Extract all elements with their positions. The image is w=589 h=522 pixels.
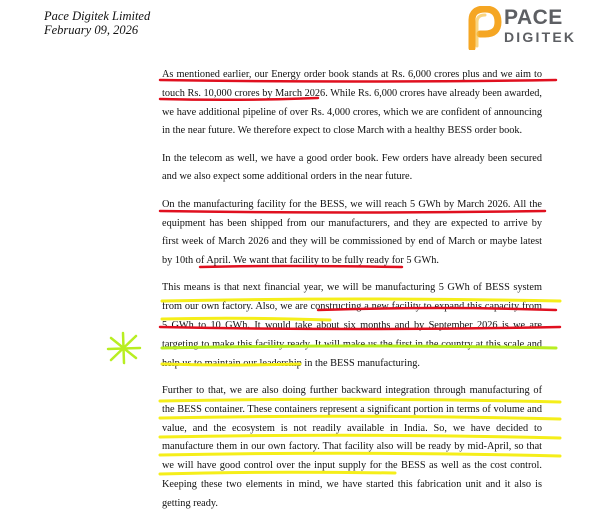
logo-mark-icon xyxy=(468,6,502,50)
paragraph-order-book: As mentioned earlier, our Energy order book stands at Rs. 6,000 crores plus and we aim to touch Rs. 10,000 crores by March 2026. While Rs. 6,000 crores have already been awarded, we have additional pipeline of over Rs. 4,000 crores, which we are confident of announcing in the near future. We therefore expect to close March with a healthy BESS order book. xyxy=(162,69,542,137)
document-body xyxy=(162,66,542,522)
logo-word-top: PACE xyxy=(504,6,563,29)
paragraph-telecom: In the telecom as well, we have a good order book. Few orders have already been secured and we also expect some additional orders in the near future. xyxy=(162,152,542,183)
asterisk-icon xyxy=(108,333,140,363)
logo-word-bottom: DIGITEK xyxy=(504,29,577,45)
company-name: Pace Digitek Limited xyxy=(44,9,151,23)
document-header xyxy=(44,9,150,37)
paragraph-backward-integration: Further to that, we are also doing further backward integration through manufacturing of the BESS container. These containers represent a significant portion in terms of volume and value, and the ecosystem is not readily available in India. So, we have decided to manufacture them in our own factory. That facility also will be ready by mid-April, so that we will have good control over the input supply for the BESS as well as the cost control. Keeping these two elements in mind, we have started this fabrication unit and it also is getting ready. xyxy=(162,384,542,509)
paragraph-manufacturing: On the manufacturing facility for the BESS, we will reach 5 GWh by March 2026. All the equipment has been shipped from our manufacturers, and they are expected to arrive by first week of March 2026 and they will be commissioned by end of March or maybe latest by 10th of April. We want that facility to be fully ready for 5 GWh. xyxy=(162,198,542,267)
paragraph-next-year: This means is that next financial year, we will be manufacturing 5 GWh of BESS system from our own factory. Also, we are constructing a new facility to expand this capacity from 5 GWh to 10 GWh. It would take about six months and by September 2026 is we are targeting to make this facility ready. It will make us the first in the country at this scale and help us to maintain our leadership in the BESS manufacturing. xyxy=(162,282,542,369)
document-date: February 09, 2026 xyxy=(44,23,139,37)
company-logo xyxy=(468,6,584,50)
